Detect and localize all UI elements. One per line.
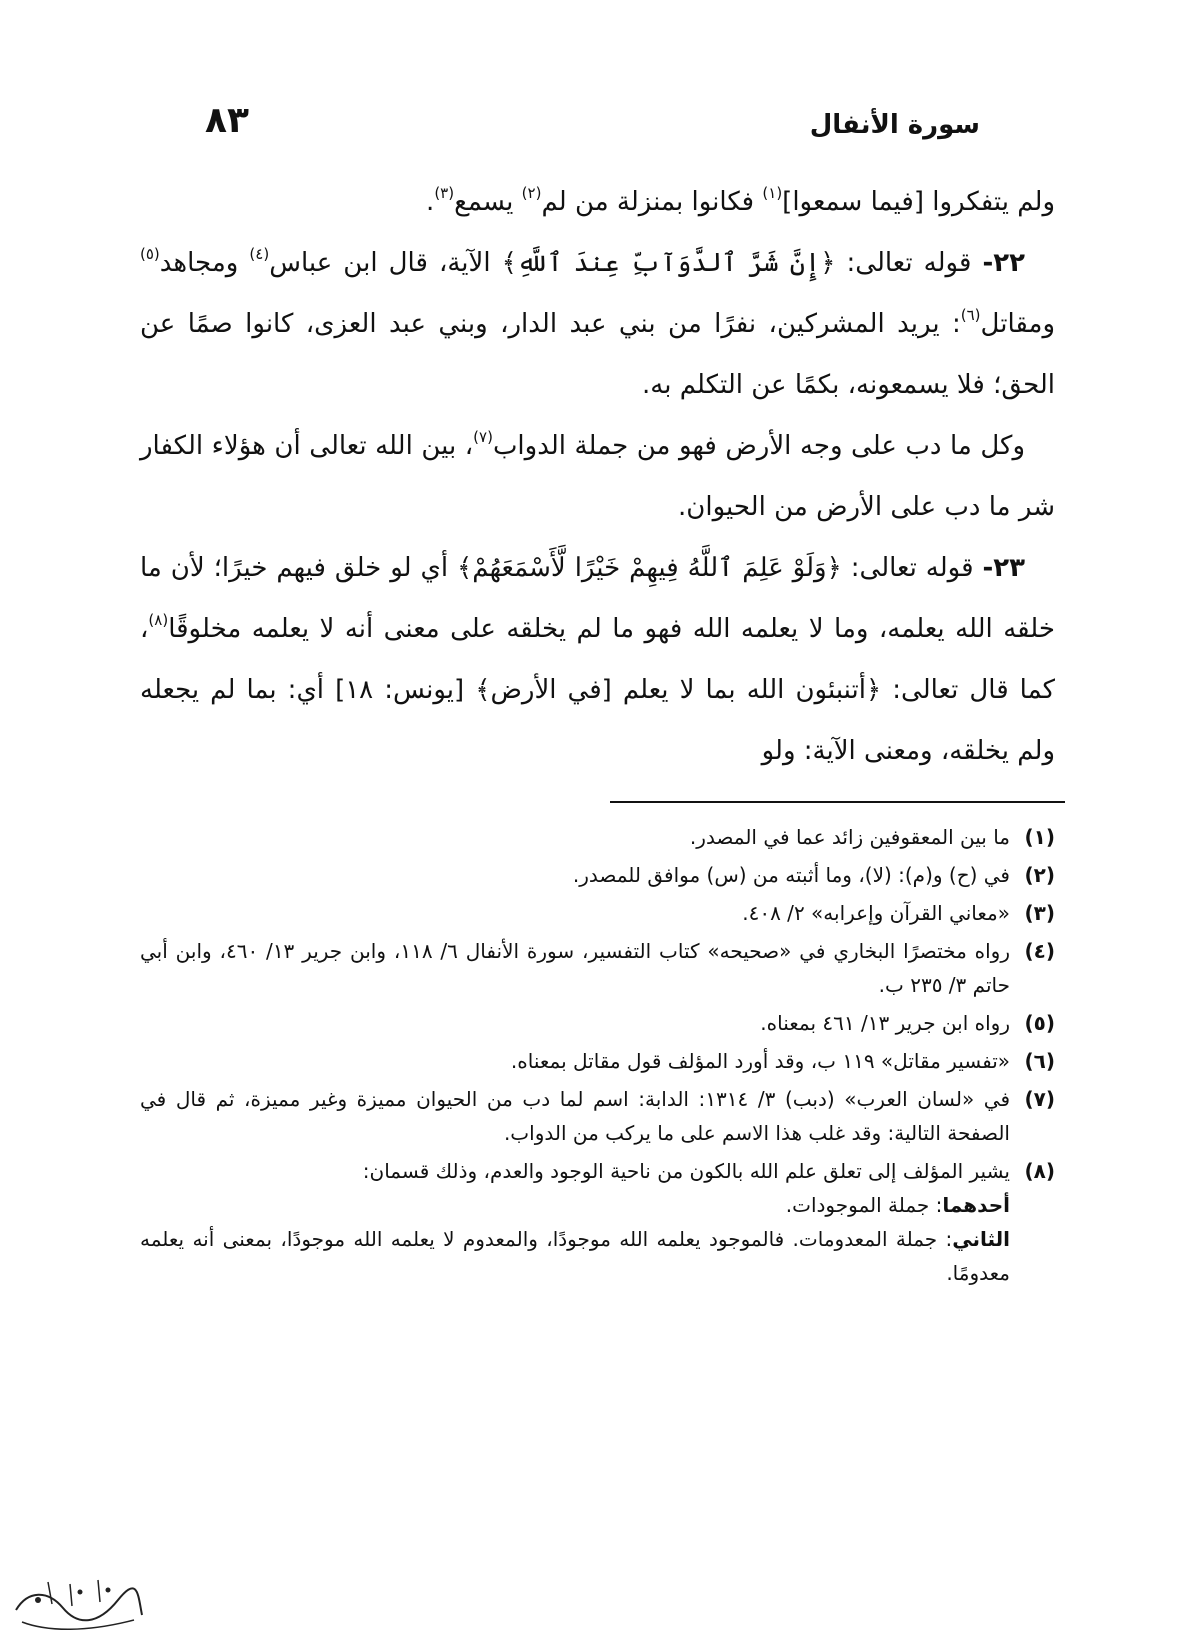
footnote-ref-5[interactable]: (٥) [140, 245, 160, 263]
paragraph-4 [140, 538, 1055, 782]
footnote-text: ما بين المعقوفين زائد عما في المصدر. [689, 825, 1010, 849]
quran-verse: ﴿وَلَوْ عَلِمَ ٱللَّهُ فِيهِمْ خَيْرًا لَّأَسْمَعَهُمْ﴾ [457, 553, 842, 583]
footnote-subtext: : جملة الموجودات. [785, 1193, 943, 1217]
text-run: يسمع [454, 187, 522, 217]
footnote-text: في «لسان العرب» (دبب) ٣/ ١٣١٤: الدابة: اسم لما دب من الحيوان مميزة وغير مميزة، ثم قال في الصفحة التالية: وقد غلب هذا الاسم على ما يركب من الدواب. [140, 1087, 1010, 1145]
verse-number-22: ٢٢- [982, 248, 1025, 278]
quran-verse: ﴿إِنَّ شَرَّ ٱلدَّوَآبِّ عِندَ ٱللَّهِ﴾ [501, 248, 836, 278]
text-run: [يونس: ١٨] أي: بما لم يجعله ولم يخلقه، ومعنى الآية: ولو [140, 675, 1055, 766]
text-run: . [426, 187, 435, 217]
text-run: ، بين الله تعالى أن هؤلاء الكفار شر ما دب على الأرض من الحيوان. [140, 431, 1055, 522]
footnote-item [140, 1082, 1055, 1150]
verse-number-23: ٢٣- [982, 553, 1026, 583]
footnote-number: (٤) [1024, 939, 1055, 963]
footnote-ref-7[interactable]: (٧) [473, 428, 493, 446]
footnote-label: الثاني [952, 1227, 1010, 1251]
footnote-subitem [140, 1188, 1010, 1222]
footnote-text [140, 1154, 1010, 1188]
footnote-label: أحدهما [942, 1193, 1010, 1217]
text-run: وكل ما دب على وجه الأرض فهو من جملة الدواب [492, 431, 1025, 461]
footnote-subitem [140, 1222, 1010, 1290]
footnote-number: (٥) [1024, 1011, 1055, 1035]
footnote-number: (٣) [1024, 901, 1055, 925]
text-run: قوله تعالى: [841, 553, 983, 583]
footnote-subtext: : جملة المعدومات. فالموجود يعلمه الله موجودًا، والمعدوم لا يعلمه الله موجودًا، بمعنى أنه يعلمه معدومًا. [140, 1227, 1010, 1285]
footnote-item [140, 820, 1055, 854]
footnote-separator [610, 801, 1065, 803]
footnote-text: رواه ابن جرير ١٣/ ٤٦١ بمعناه. [760, 1011, 1010, 1035]
footnote-ref-8[interactable]: (٨) [148, 611, 169, 629]
paragraph-3 [140, 416, 1055, 538]
page-number: ٨٣ [205, 100, 249, 141]
main-text [140, 172, 1055, 782]
footnote-ref-2[interactable]: (٢) [521, 184, 542, 202]
text-run: فكانوا بمنزلة من لم [541, 187, 763, 217]
surah-title: سورة الأنفال [809, 110, 980, 140]
stamp-logo [8, 1570, 148, 1640]
footnote-text: في (ح) و(م): (لا)، وما أثبته من (س) موافق للمصدر. [572, 863, 1010, 887]
text-run: : يريد المشركين، نفرًا من بني عبد الدار، وبني عبد العزى، كانوا صمًا عن الحق؛ فلا يسمعونه، بكمًا عن التكلم به. [140, 309, 1055, 400]
footnote-text: «تفسير مقاتل» ١١٩ ب، وقد أورد المؤلف قول مقاتل بمعناه. [510, 1049, 1010, 1073]
footnote-item [140, 858, 1055, 892]
text-run: قوله تعالى: [835, 248, 983, 278]
footnote-intro: يشير المؤلف إلى تعلق علم الله بالكون من ناحية الوجود والعدم، وذلك قسمان: [362, 1159, 1010, 1183]
footnote-item [140, 1044, 1055, 1078]
footnote-text: رواه مختصرًا البخاري في «صحيحه» كتاب التفسير، سورة الأنفال ٦/ ١١٨، وابن جرير ١٣/ ٤٦٠، وابن أبي حاتم ٣/ ٢٣٥ ب. [140, 939, 1010, 997]
footnote-item [140, 1006, 1055, 1040]
footnote-ref-1[interactable]: (١) [762, 184, 783, 202]
paragraph-1 [140, 172, 1055, 233]
text-run: أي لو خلق فيهم خيرًا؛ لأن ما خلقه الله يعلمه، وما لا يعلمه الله فهو ما لم يخلقه على معنى أنه لا يعلمه مخلوقًا [140, 553, 1055, 644]
quran-verse: ﴿أتنبئون الله بما لا يعلم [في الأرض﴾ [475, 675, 882, 705]
footnote-text: «معاني القرآن وإعرابه» ٢/ ٤٠٨. [742, 901, 1010, 925]
text-run: ، كما قال تعالى: [140, 614, 1056, 705]
text-run: ولم يتفكروا [فيما سمعوا] [782, 187, 1055, 217]
page-header [205, 100, 980, 150]
footnote-item [140, 896, 1055, 930]
footnote-item [140, 1154, 1055, 1290]
text-run: ومقاتل [980, 309, 1055, 339]
footnote-number: (٢) [1024, 863, 1055, 887]
footnote-ref-4[interactable]: (٤) [249, 245, 270, 263]
footnotes [140, 820, 1055, 1294]
text-run: الآية، قال ابن عباس [269, 248, 502, 278]
paragraph-2 [140, 233, 1055, 416]
footnote-number: (٨) [1024, 1159, 1055, 1183]
text-run: ومجاهد [159, 248, 250, 278]
footnote-ref-6[interactable]: (٦) [960, 306, 981, 324]
footnote-number: (٦) [1024, 1049, 1055, 1073]
footnote-number: (١) [1024, 825, 1055, 849]
footnote-number: (٧) [1024, 1087, 1055, 1111]
footnote-item [140, 934, 1055, 1002]
footnote-ref-3[interactable]: (٣) [434, 184, 455, 202]
